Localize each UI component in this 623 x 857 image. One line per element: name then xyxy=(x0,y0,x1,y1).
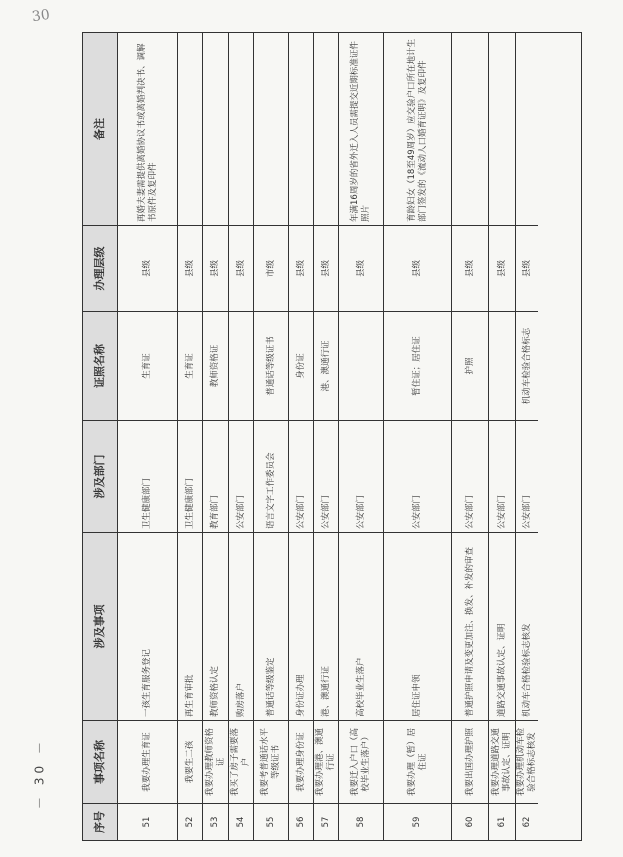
row-number: 52 xyxy=(178,803,202,840)
row-level: 县级 xyxy=(384,225,451,311)
row-level: 县级 xyxy=(452,225,488,311)
row-cert xyxy=(229,311,253,420)
row-item: 道路交通事故认定、证明 xyxy=(489,532,515,720)
row-name: 我要办理生育证 xyxy=(118,720,177,803)
table-row xyxy=(452,33,489,840)
services-table xyxy=(82,32,582,841)
header-level: 办理层级 xyxy=(83,225,117,311)
row-note xyxy=(229,33,253,225)
header-note: 备注 xyxy=(93,118,107,140)
table-row xyxy=(516,33,538,840)
row-item: 普通话等级鉴定 xyxy=(254,532,288,720)
row-note xyxy=(289,33,313,225)
row-number: 51 xyxy=(118,803,177,840)
row-dept: 公安部门 xyxy=(229,420,253,532)
row-note xyxy=(254,33,288,225)
row-cert: 身份证 xyxy=(289,311,313,420)
row-item: 居住证申领 xyxy=(384,532,451,720)
table-row xyxy=(118,33,178,840)
row-dept: 公安部门 xyxy=(384,420,451,532)
row-name: 我买了房子需要落户 xyxy=(229,720,253,803)
row-item: 再生育审批 xyxy=(178,532,202,720)
row-note xyxy=(178,33,202,225)
row-note xyxy=(452,33,488,225)
row-item: 购房落户 xyxy=(229,532,253,720)
row-cert xyxy=(339,311,383,420)
row-name: 我要出国办理护照 xyxy=(452,720,488,803)
row-number: 58 xyxy=(339,803,383,840)
row-cert: 生育证 xyxy=(178,311,202,420)
row-level: 县级 xyxy=(314,225,338,311)
row-dept: 卫生健康部门 xyxy=(178,420,202,532)
row-name: 我要考普通话水平等级证书 xyxy=(254,720,288,803)
row-level: 县级 xyxy=(489,225,515,311)
table-row xyxy=(339,33,384,840)
row-level: 县级 xyxy=(229,225,253,311)
row-level: 县级 xyxy=(203,225,228,311)
row-dept: 公安部门 xyxy=(289,420,313,532)
row-level: 市级 xyxy=(254,225,288,311)
row-number: 61 xyxy=(489,803,515,840)
row-dept: 语言文字工作委员会 xyxy=(254,420,288,532)
row-item: 普通护照申请及变更加注、换发、补发的审查 xyxy=(452,532,488,720)
row-item: 身份证办理 xyxy=(289,532,313,720)
row-item: 港、澳通行证 xyxy=(314,532,338,720)
row-cert: 护照 xyxy=(452,311,488,420)
row-item: 教师资格认定 xyxy=(203,532,228,720)
page-number-box xyxy=(24,739,54,819)
row-name: 我要办理港、澳通行证 xyxy=(314,720,338,803)
row-number: 59 xyxy=(384,803,451,840)
row-number: 53 xyxy=(203,803,228,840)
row-cert: 生育证 xyxy=(118,311,177,420)
handwritten-note: 30 xyxy=(30,6,51,26)
table-row xyxy=(489,33,516,840)
row-dept: 卫生健康部门 xyxy=(118,420,177,532)
table-row xyxy=(314,33,339,840)
table-header xyxy=(83,33,118,840)
row-dept: 公安部门 xyxy=(516,420,538,532)
row-note xyxy=(314,33,338,225)
row-dept: 公安部门 xyxy=(452,420,488,532)
row-level: 县级 xyxy=(118,225,177,311)
row-name: 我要办理机动车检验合格标志核发 xyxy=(516,720,538,803)
row-cert: 教师资格证 xyxy=(203,311,228,420)
row-dept: 教育部门 xyxy=(203,420,228,532)
row-name: 我要办理教师资格证 xyxy=(203,720,228,803)
row-number: 62 xyxy=(516,803,538,840)
row-note xyxy=(516,33,538,225)
row-name: 我要办理道路交通事故认定、证明 xyxy=(489,720,515,803)
row-item: 高校毕业生落户 xyxy=(339,532,383,720)
row-cert: 港、澳通行证 xyxy=(314,311,338,420)
row-note: 年满16周岁的省外迁入人员需提交近期标准证件照片 xyxy=(350,41,371,222)
row-dept: 公安部门 xyxy=(314,420,338,532)
table-row xyxy=(289,33,314,840)
row-note xyxy=(203,33,228,225)
header-name: 事项名称 xyxy=(83,720,117,803)
row-cert: 暂住证；居住证 xyxy=(384,311,451,420)
table-wrapper xyxy=(82,32,582,841)
row-note: 再婚夫妻需提供离婚协议书或离婚判决书、调解书原件及复印件 xyxy=(136,43,158,222)
page-number: － 30 － xyxy=(32,738,47,809)
row-note xyxy=(489,33,515,225)
table-row xyxy=(178,33,203,840)
header-cert: 证照名称 xyxy=(83,311,117,420)
row-item: 一孩生育服务登记 xyxy=(118,532,177,720)
row-number: 57 xyxy=(314,803,338,840)
table-row xyxy=(384,33,452,840)
row-cert xyxy=(489,311,515,420)
row-name: 我要办理（暂）居住证 xyxy=(384,720,451,803)
row-dept: 公安部门 xyxy=(339,420,383,532)
row-cert: 普通话等级证书 xyxy=(254,311,288,420)
row-item: 机动车合格检验标志核发 xyxy=(516,532,538,720)
row-cert: 机动车检验合格标志 xyxy=(516,311,538,420)
row-number: 56 xyxy=(289,803,313,840)
row-name: 我要迁入户口（高校毕业生落户） xyxy=(339,720,383,803)
row-name: 我要生二孩 xyxy=(178,720,202,803)
row-level: 县级 xyxy=(289,225,313,311)
row-level: 县级 xyxy=(516,225,538,311)
header-dept: 涉及部门 xyxy=(83,420,117,532)
row-number: 60 xyxy=(452,803,488,840)
table-row xyxy=(229,33,254,840)
row-level: 县级 xyxy=(339,225,383,311)
row-name: 我要办理身份证 xyxy=(289,720,313,803)
header-no: 序号 xyxy=(83,803,117,840)
row-number: 55 xyxy=(254,803,288,840)
row-dept: 公安部门 xyxy=(489,420,515,532)
table-row xyxy=(254,33,289,840)
row-level: 县级 xyxy=(178,225,202,311)
row-number: 54 xyxy=(229,803,253,840)
row-note: 育龄妇女（18至49周岁）应交验户口所在地计生部门签发的《流动人口婚育证明》及复印件 xyxy=(406,38,428,222)
table-row xyxy=(203,33,229,840)
header-item: 涉及事项 xyxy=(83,532,117,720)
